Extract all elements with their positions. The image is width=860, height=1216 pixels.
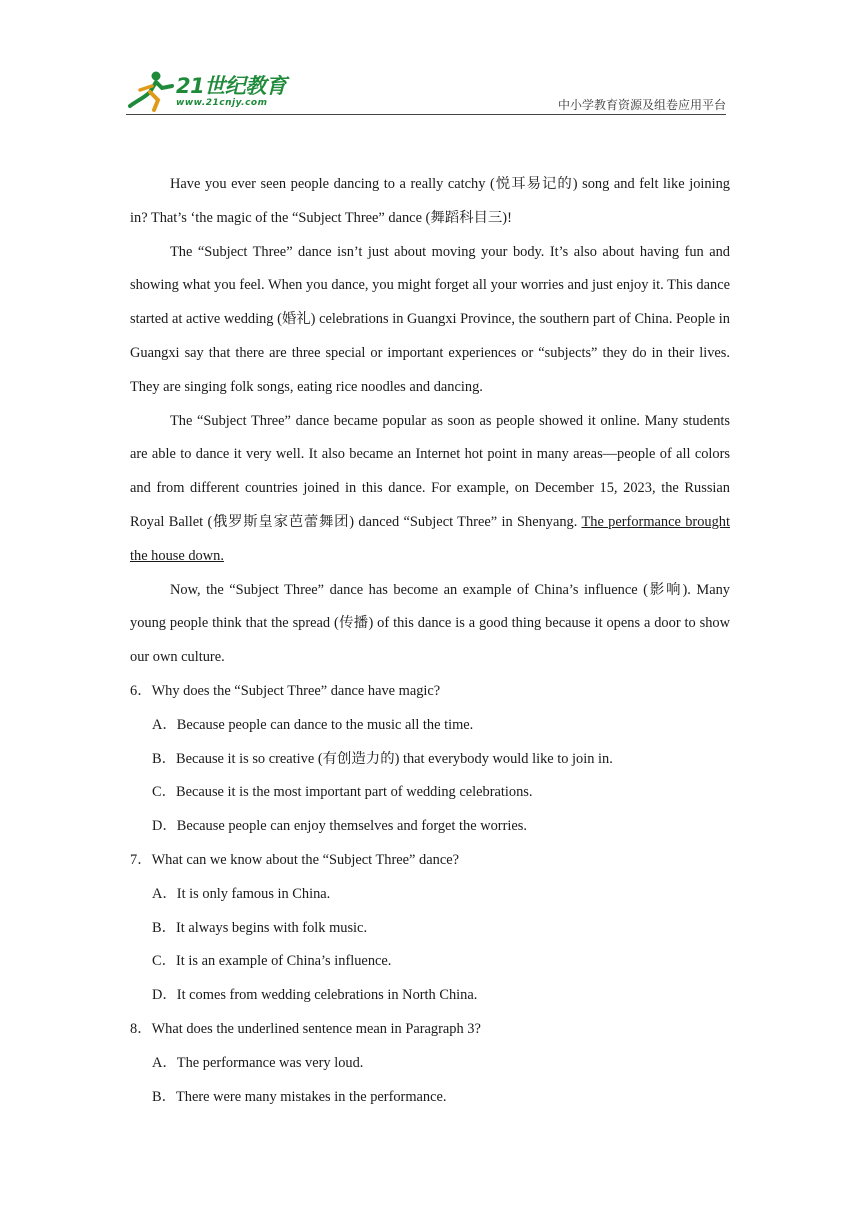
question-7-option-a: A．It is only famous in China. <box>152 885 331 902</box>
paragraph-1: Have you ever seen people dancing to a really catchy (悦耳易记的) song and felt like joining in? That’s ‘the magic of the “Subject Three” dance (舞蹈科目三)! <box>130 176 730 226</box>
question-8-option-b: B．There were many mistakes in the performance. <box>152 1088 447 1105</box>
paragraph-2: The “Subject Three” dance isn’t just about moving your body. It’s also about having fun and showing what you feel. When you dance, you might forget all your worries and just enjoy it. This dance started at active wedding (婚礼) celebrations in Guangxi Province, the southern part of China. People in Guangxi say that there are three special or important experiences or “subjects” they do in their lives. They are singing folk songs, eating rice noodles and dancing. <box>130 243 730 395</box>
paragraph-3 <box>130 405 730 574</box>
logo-url: www.21cnjy.com <box>176 98 268 108</box>
paragraph-3-text: The “Subject Three” dance became popular as soon as people showed it online. Many students are able to dance it very well. It also became an Internet hot point in many areas—people of all colors and from different countries joined in this dance. For example, on December 15, 2023, the Russian Royal Ballet (俄罗斯皇家芭蕾舞团) danced “Subject Three” in Shenyang. <box>130 412 730 530</box>
question-7-option-b: B．It always begins with folk music. <box>152 919 368 936</box>
platform-name: 中小学教育资源及组卷应用平台 <box>557 98 726 112</box>
question-7-option-d: D．It comes from wedding celebrations in North China. <box>152 987 478 1004</box>
question-6-option-d: D．Because people can enjoy themselves and forget the worries. <box>152 818 527 835</box>
question-7-option-c: C．It is an example of China’s influence. <box>152 953 392 970</box>
question-6-option-a: A．Because people can dance to the music all the time. <box>152 716 474 733</box>
question-6-option-c: C．Because it is the most important part of wedding celebrations. <box>152 784 533 801</box>
question-6: 6．Why does the “Subject Three” dance have magic? <box>130 682 441 699</box>
paragraph-4: Now, the “Subject Three” dance has become an example of China’s influence (影响). Many young people think that the spread (传播) of this dance is a good thing because it opens a door to show our own culture. <box>130 581 730 666</box>
page-header <box>126 66 726 118</box>
question-8: 8．What does the underlined sentence mean in Paragraph 3? <box>130 1020 481 1037</box>
logo <box>126 70 296 114</box>
runner-icon <box>126 70 174 114</box>
question-7: 7．What can we know about the “Subject Three” dance? <box>130 851 459 868</box>
logo-text: 21世纪教育 <box>176 74 287 98</box>
question-8-option-a: A．The performance was very loud. <box>152 1054 364 1071</box>
header-divider <box>126 114 726 115</box>
underlined-sentence: The performance brought the house down. <box>130 513 730 564</box>
document-body <box>130 168 730 1114</box>
question-6-option-b: B．Because it is so creative (有创造力的) that everybody would like to join in. <box>152 750 613 767</box>
